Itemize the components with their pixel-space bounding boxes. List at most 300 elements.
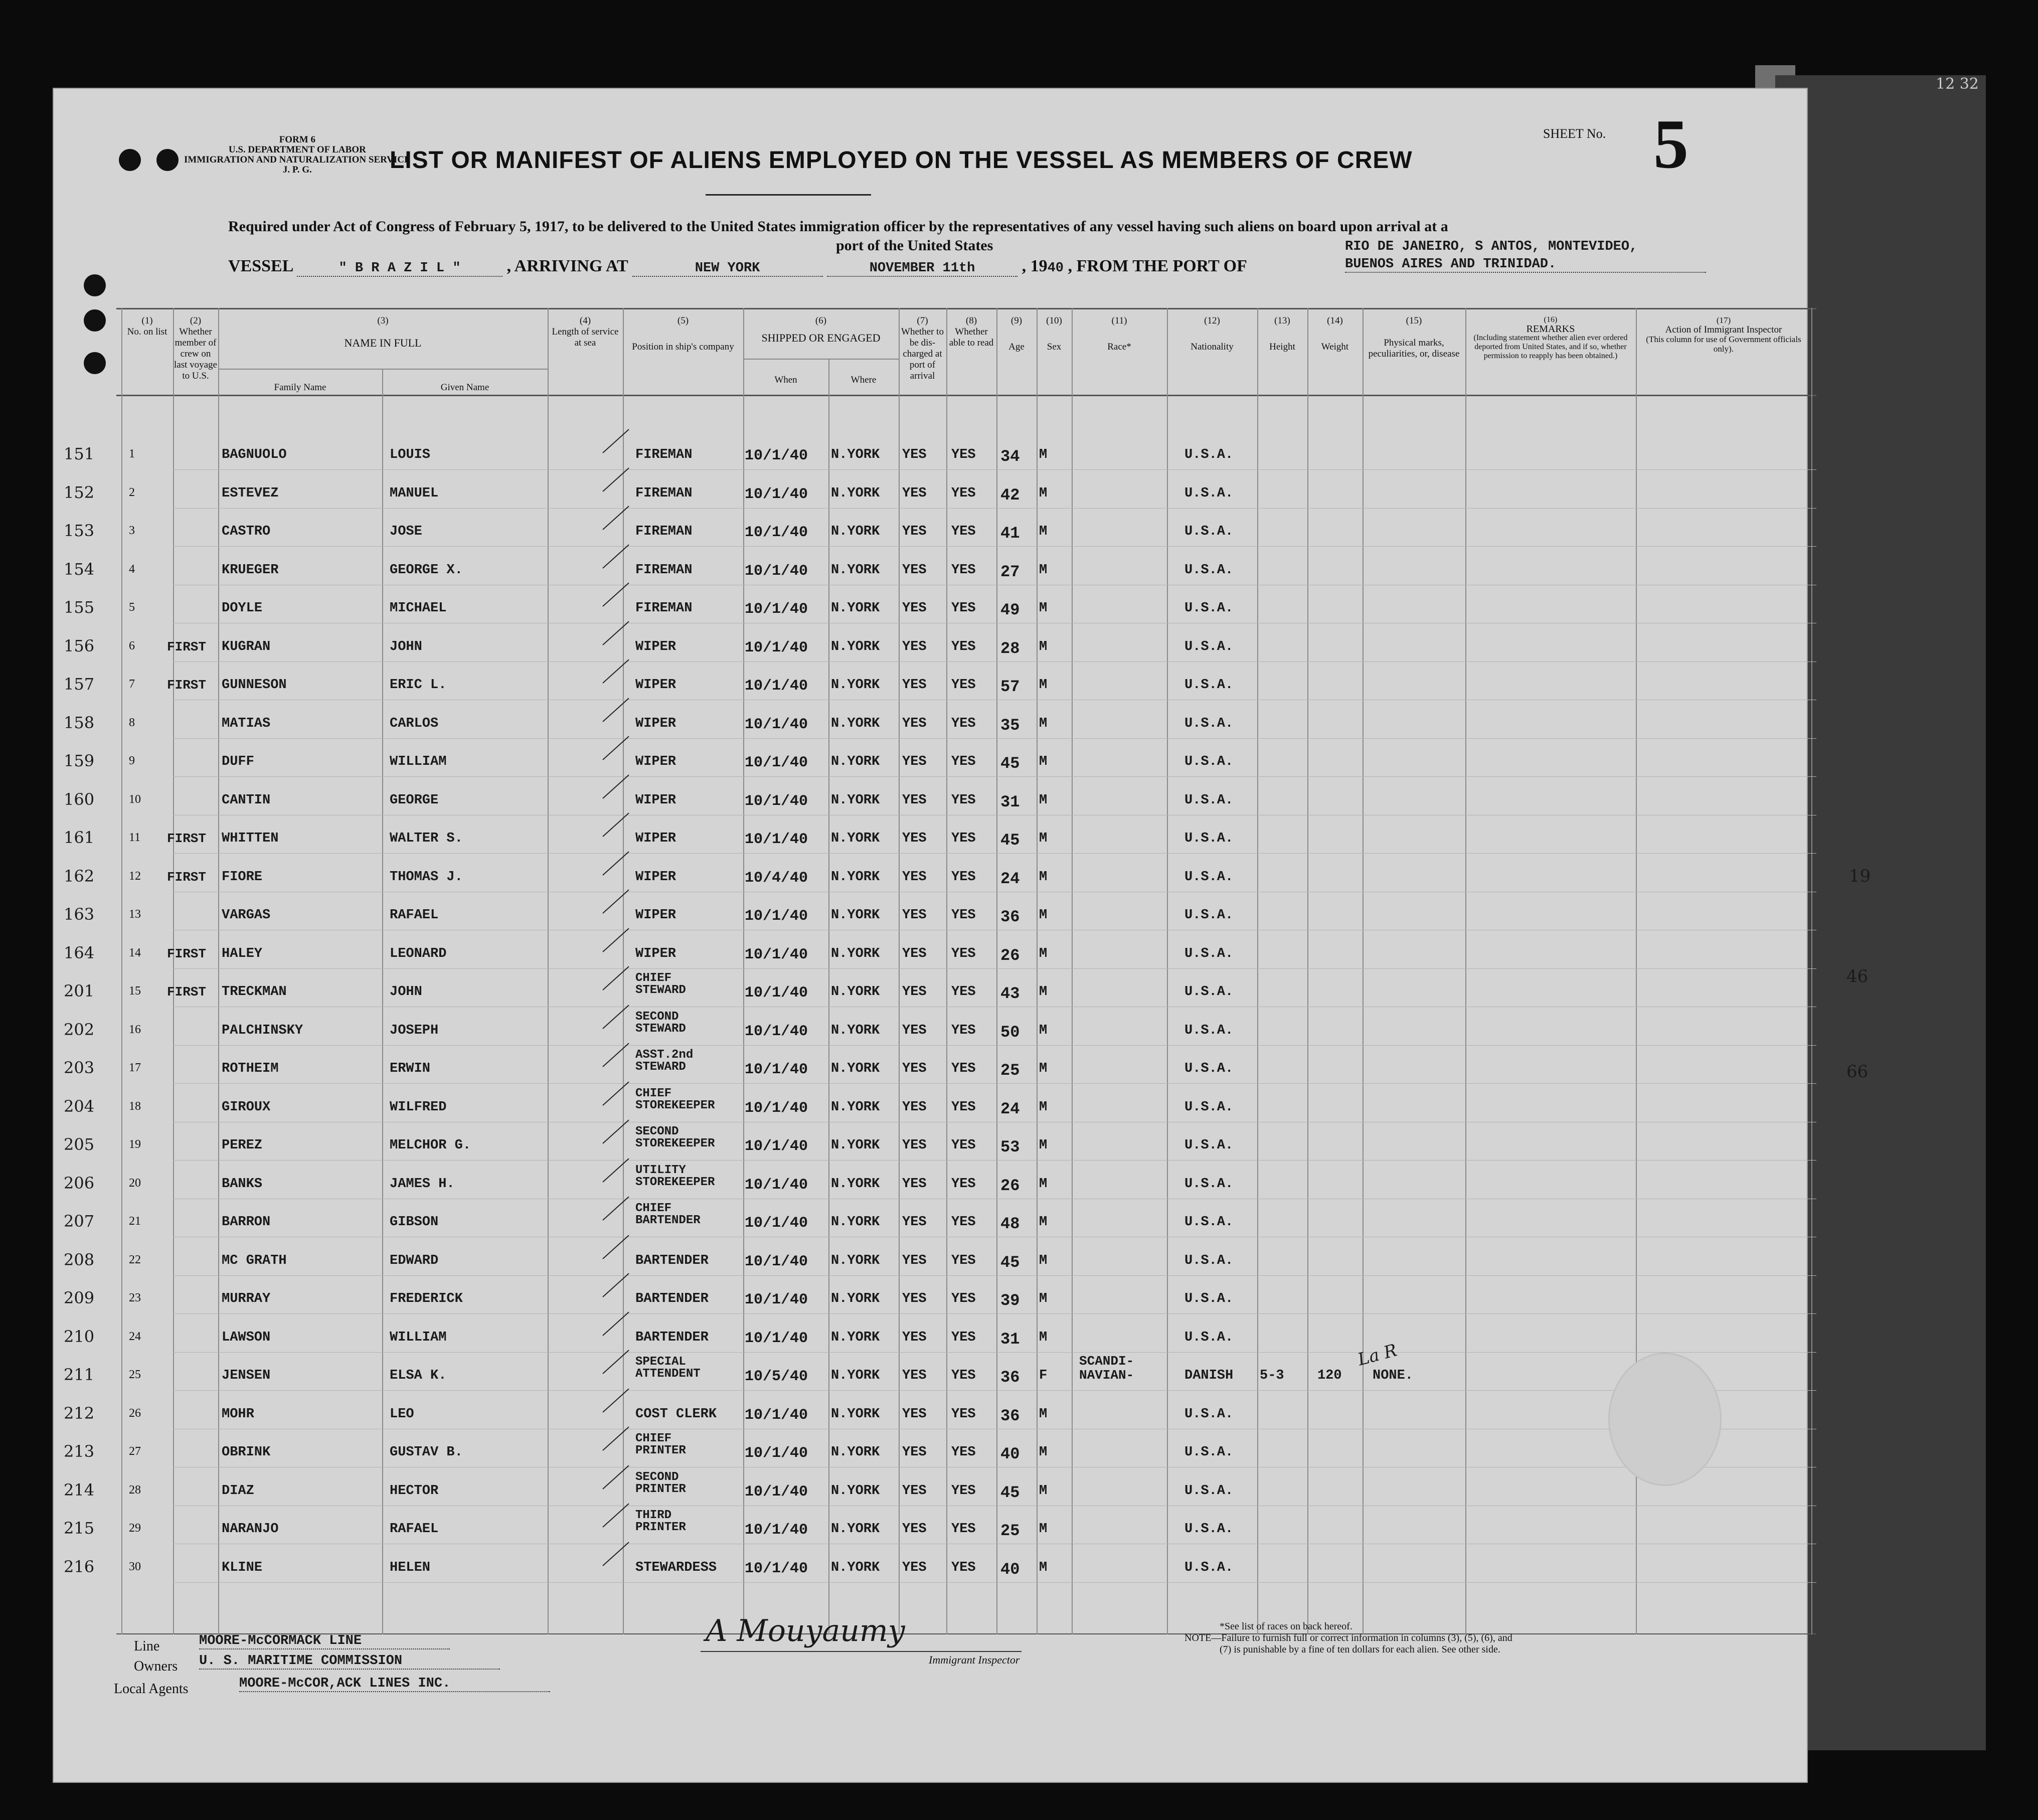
header-col-16: (16) REMARKS (Including statement whether alien ever ordered deported from United States, and if so, whether permission to reapply has been obtained.) [1473, 315, 1628, 360]
cell-where: N.YORK [831, 678, 880, 693]
cell-sex: M [1039, 1023, 1048, 1038]
cell-age: 42 [1000, 485, 1020, 505]
cell-sex: M [1039, 1099, 1048, 1115]
cell-family: GIROUX [222, 1099, 271, 1115]
service-check-mark [602, 1350, 629, 1374]
cell-nat: U.S.A. [1184, 601, 1234, 616]
arrival-date: NOVEMBER 11th [827, 261, 1017, 277]
row-rule [173, 738, 1816, 739]
cell-disch: YES [902, 1522, 927, 1537]
cell-age: 45 [1000, 754, 1020, 773]
from-port-label: , FROM THE PORT OF [1068, 257, 1247, 275]
list-reference-number: 161 [64, 828, 95, 847]
cell-family: OBRINK [222, 1445, 271, 1460]
cell-disch: YES [902, 1215, 927, 1230]
cell-given: JAMES H. [390, 1176, 455, 1192]
header-family-name: Family Name [274, 382, 326, 393]
cell-when: 10/1/40 [745, 601, 808, 618]
cell-position-line-2: STOREKEEPER [635, 1175, 715, 1189]
list-reference-number: 206 [64, 1173, 95, 1193]
cell-age: 31 [1000, 1330, 1020, 1349]
header-col-13: (13) Height [1269, 315, 1295, 352]
races-note: *See list of races on back hereof. [1220, 1621, 1352, 1632]
cell-no: 2 [129, 485, 135, 499]
cell-when: 10/1/40 [745, 716, 808, 733]
cell-when: 10/1/40 [745, 1253, 808, 1270]
service-check-mark [602, 889, 629, 913]
cell-nat: DANISH [1184, 1368, 1234, 1383]
sheet-label: SHEET No. [1543, 126, 1606, 141]
cell-given: LEO [390, 1406, 414, 1422]
service-check-mark [602, 1311, 629, 1336]
row-rule [173, 968, 1816, 969]
cell-last: FIRST [167, 869, 207, 885]
cell-when: 10/1/40 [745, 447, 808, 464]
cell-disch: YES [902, 447, 927, 462]
list-reference-number: 212 [64, 1403, 95, 1423]
cell-no: 5 [129, 601, 135, 614]
cell-where: N.YORK [831, 984, 880, 1000]
cell-position: FIREMAN [635, 485, 693, 501]
cell-disch: YES [902, 1061, 927, 1076]
cell-when: 10/1/40 [745, 1291, 808, 1308]
cell-age: 48 [1000, 1215, 1020, 1233]
header-col-17: (17) Action of Immigrant Inspector (This column for use of Government officials only). [1646, 315, 1801, 354]
cell-age: 36 [1000, 1406, 1020, 1425]
cell-family: DIAZ [222, 1483, 254, 1499]
cell-disch: YES [902, 678, 927, 693]
cell-no: 12 [129, 869, 141, 883]
corner-note: 12 32 [1936, 75, 1979, 93]
cell-sex: M [1039, 1253, 1048, 1268]
header-col-10: (10) Sex [1046, 315, 1062, 352]
cell-where: N.YORK [831, 1406, 880, 1422]
cell-given: ELSA K. [390, 1368, 447, 1383]
cell-family: ESTEVEZ [222, 485, 279, 501]
cell-age: 28 [1000, 639, 1020, 658]
list-reference-number: 163 [64, 905, 95, 924]
service-check-mark [602, 736, 629, 760]
cell-sex: M [1039, 1176, 1048, 1192]
row-rule [173, 776, 1816, 777]
cell-read: YES [951, 1138, 976, 1153]
cell-position: BARTENDER [635, 1291, 709, 1306]
service-check-mark [602, 1119, 629, 1143]
cell-disch: YES [902, 1138, 927, 1153]
header-col-15: (15) Physical marks, peculiarities, or, disease [1368, 315, 1460, 359]
header-col-7: (7) Whether to be dis-charged at port of arrival [901, 315, 944, 381]
cell-disch: YES [902, 639, 927, 654]
cell-disch: YES [902, 601, 927, 616]
cell-read: YES [951, 831, 976, 846]
header-given-name: Given Name [440, 382, 489, 393]
cell-where: N.YORK [831, 1483, 880, 1499]
cell-given: GUSTAV B. [390, 1445, 463, 1460]
header-when: When [774, 375, 797, 385]
cell-no: 28 [129, 1483, 141, 1497]
punch-hole [156, 149, 179, 171]
cell-nat: U.S.A. [1184, 1253, 1234, 1268]
cell-read: YES [951, 754, 976, 769]
cell-when: 10/5/40 [745, 1368, 808, 1385]
row-rule [173, 1045, 1816, 1046]
cell-family: DUFF [222, 754, 254, 769]
cell-where: N.YORK [831, 946, 880, 961]
cell-family: DOYLE [222, 601, 263, 616]
cell-family: BAGNUOLO [222, 447, 287, 462]
cell-age: 43 [1000, 984, 1020, 1003]
cell-family: FIORE [222, 869, 263, 885]
cell-disch: YES [902, 1560, 927, 1575]
service-check-mark [602, 1273, 629, 1297]
cell-no: 21 [129, 1215, 141, 1228]
cell-where: N.YORK [831, 1138, 880, 1153]
service-check-mark [602, 851, 629, 875]
cell-no: 23 [129, 1291, 141, 1304]
cell-position: FIREMAN [635, 447, 693, 462]
cell-position: WIPER [635, 792, 676, 808]
cell-sex: M [1039, 1138, 1048, 1153]
cell-given: GEORGE [390, 792, 439, 808]
year-prefix: , 19 [1022, 257, 1048, 275]
cell-where: N.YORK [831, 1368, 880, 1383]
cell-disch: YES [902, 792, 927, 808]
cell-nat: U.S.A. [1184, 1483, 1234, 1499]
cell-sex: M [1039, 485, 1048, 501]
arriving-label: , ARRIVING AT [506, 257, 628, 275]
cell-read: YES [951, 716, 976, 731]
cell-nat: U.S.A. [1184, 639, 1234, 654]
cell-position: SECOND [635, 1470, 679, 1484]
list-reference-number: 159 [64, 751, 95, 770]
cell-disch: YES [902, 831, 927, 846]
punch-hole [119, 149, 141, 171]
cell-sex: M [1039, 754, 1048, 769]
row-rule [173, 1352, 1816, 1353]
cell-sex: F [1039, 1368, 1048, 1383]
cell-age: 50 [1000, 1023, 1020, 1042]
cell-disch: YES [902, 485, 927, 501]
cell-given: WILFRED [390, 1099, 447, 1115]
cell-read: YES [951, 946, 976, 961]
arrival-port: NEW YORK [632, 261, 823, 277]
cell-position-line-2: ATTENDENT [635, 1367, 701, 1381]
cell-given: WILLIAM [390, 1330, 447, 1345]
cell-sex: M [1039, 831, 1048, 846]
cell-disch: YES [902, 1406, 927, 1422]
cell-given: FREDERICK [390, 1291, 463, 1306]
cell-read: YES [951, 562, 976, 578]
cell-read: YES [951, 678, 976, 693]
service-check-mark [602, 544, 629, 568]
form-header-block [184, 135, 411, 175]
cell-family: LAWSON [222, 1330, 271, 1345]
cell-no: 16 [129, 1023, 141, 1036]
cell-given: HELEN [390, 1560, 431, 1575]
cell-given: HECTOR [390, 1483, 439, 1499]
subtitle-line-2: port of the United States [836, 237, 993, 254]
cell-position: CHIEF [635, 971, 672, 985]
cell-position: STEWARDESS [635, 1560, 717, 1575]
cell-nat: U.S.A. [1184, 754, 1234, 769]
cell-height: 5-3 [1260, 1368, 1284, 1383]
cell-read: YES [951, 792, 976, 808]
cell-where: N.YORK [831, 1215, 880, 1230]
cell-family: VARGAS [222, 908, 271, 923]
service-check-mark [602, 621, 629, 645]
service-check-mark [602, 812, 629, 837]
manifest-page [53, 88, 1871, 1783]
list-reference-number: 214 [64, 1480, 95, 1500]
cell-no: 4 [129, 562, 135, 576]
row-rule [173, 661, 1816, 662]
cell-age: 31 [1000, 792, 1020, 811]
cell-last: FIRST [167, 984, 207, 1000]
cell-read: YES [951, 1560, 976, 1575]
cell-where: N.YORK [831, 1445, 880, 1460]
cell-where: N.YORK [831, 716, 880, 731]
form-code: J. P. G. [282, 164, 312, 175]
cell-nat: U.S.A. [1184, 1138, 1234, 1153]
cell-disch: YES [902, 1023, 927, 1038]
cell-family: BANKS [222, 1176, 263, 1192]
cell-nat: U.S.A. [1184, 524, 1234, 539]
cell-position-line-2: STEWARD [635, 1060, 686, 1074]
cell-given: WALTER S. [390, 831, 463, 846]
cell-position: WIPER [635, 639, 676, 654]
cell-position: CHIEF [635, 1086, 672, 1100]
cell-nat: U.S.A. [1184, 831, 1234, 846]
cell-where: N.YORK [831, 1176, 880, 1192]
cell-when: 10/1/40 [745, 562, 808, 580]
cell-nat: U.S.A. [1184, 1061, 1234, 1076]
cell-no: 15 [129, 984, 141, 998]
cell-position-line-2: STOREKEEPER [635, 1137, 715, 1150]
cell-family: CANTIN [222, 792, 271, 808]
cell-when: 10/1/40 [745, 485, 808, 503]
cell-when: 10/1/40 [745, 639, 808, 656]
cell-age: 26 [1000, 1176, 1020, 1195]
row-rule [173, 1390, 1816, 1391]
cell-disch: YES [902, 984, 927, 1000]
cell-read: YES [951, 1368, 976, 1383]
cell-no: 25 [129, 1368, 141, 1381]
list-reference-number: 202 [64, 1020, 95, 1039]
cell-when: 10/1/40 [745, 946, 808, 963]
side-note: 46 [1846, 966, 1869, 986]
cell-where: N.YORK [831, 831, 880, 846]
cell-no: 20 [129, 1176, 141, 1190]
cell-given: RAFAEL [390, 908, 439, 923]
list-reference-number: 157 [64, 675, 95, 694]
cell-nat: U.S.A. [1184, 1560, 1234, 1575]
footer-line-label: Line [134, 1638, 160, 1654]
cell-disch: YES [902, 1253, 927, 1268]
list-reference-number: 158 [64, 713, 95, 732]
cell-family: MOHR [222, 1406, 254, 1422]
cell-sex: M [1039, 678, 1048, 693]
list-reference-number: 203 [64, 1058, 95, 1077]
cell-position: WIPER [635, 754, 676, 769]
header-col-2: (2) Whether member of crew on last voyage to U.S. [174, 315, 217, 381]
cell-position: CHIEF [635, 1202, 672, 1215]
cell-when: 10/1/40 [745, 754, 808, 771]
row-rule [173, 1275, 1816, 1276]
cell-weight: 120 [1317, 1368, 1342, 1383]
cell-disch: YES [902, 1483, 927, 1499]
cell-where: N.YORK [831, 1291, 880, 1306]
cell-position: ASST.2nd [635, 1048, 694, 1062]
service-check-mark [602, 928, 629, 952]
cell-family: TRECKMAN [222, 984, 287, 1000]
cell-position: COST CLERK [635, 1406, 717, 1422]
service-check-mark [602, 506, 629, 530]
cell-nat: U.S.A. [1184, 869, 1234, 885]
cell-when: 10/1/40 [745, 1445, 808, 1462]
cell-family: KUGRAN [222, 639, 271, 654]
cell-given: MICHAEL [390, 601, 447, 616]
cell-nat: U.S.A. [1184, 1099, 1234, 1115]
footer-owners-label: Owners [134, 1659, 178, 1674]
cell-age: 41 [1000, 524, 1020, 543]
cell-no: 7 [129, 678, 135, 691]
cell-nat: U.S.A. [1184, 1023, 1234, 1038]
cell-given: JOHN [390, 984, 422, 1000]
cell-age: 40 [1000, 1560, 1020, 1579]
cell-given: JOSEPH [390, 1023, 439, 1038]
cell-read: YES [951, 447, 976, 462]
departure-ports-line-1: RIO DE JANEIRO, S ANTOS, MONTEVIDEO, [1345, 239, 1638, 254]
cell-no: 3 [129, 524, 135, 537]
cell-age: 24 [1000, 869, 1020, 888]
cell-read: YES [951, 1253, 976, 1268]
cell-position: SECOND [635, 1010, 679, 1024]
cell-last: FIRST [167, 639, 207, 654]
list-reference-number: 209 [64, 1288, 95, 1307]
cell-disch: YES [902, 1445, 927, 1460]
cell-no: 14 [129, 946, 141, 959]
list-reference-number: 213 [64, 1442, 95, 1461]
cell-position: SECOND [635, 1125, 679, 1138]
list-reference-number: 205 [64, 1135, 95, 1154]
cell-no: 29 [129, 1522, 141, 1535]
row-rule [173, 853, 1816, 854]
header-col-6: (6) SHIPPED OR ENGAGED [761, 315, 881, 344]
cell-position: WIPER [635, 908, 676, 923]
form-number: FORM 6 [279, 134, 315, 145]
cell-given: GIBSON [390, 1215, 439, 1230]
cell-nat: U.S.A. [1184, 946, 1234, 961]
service-check-mark [602, 1388, 629, 1412]
cell-where: N.YORK [831, 601, 880, 616]
cell-position: FIREMAN [635, 562, 693, 578]
cell-age: 49 [1000, 601, 1020, 619]
side-note: 19 [1849, 866, 1871, 886]
cell-disch: YES [902, 1291, 927, 1306]
list-reference-number: 216 [64, 1557, 95, 1576]
penalty-note-1: NOTE—Failure to furnish full or correct information in columns (3), (5), (6), and [1184, 1632, 1512, 1643]
cell-family: PALCHINSKY [222, 1023, 303, 1038]
cell-disch: YES [902, 716, 927, 731]
departure-ports-line-2: BUENOS AIRES AND TRINIDAD. [1345, 257, 1706, 273]
cell-given: WILLIAM [390, 754, 447, 769]
footer-owners-value: U. S. MARITIME COMMISSION [199, 1653, 500, 1670]
cell-family: KLINE [222, 1560, 263, 1575]
cell-sex: M [1039, 908, 1048, 923]
cell-read: YES [951, 1291, 976, 1306]
cell-where: N.YORK [831, 1061, 880, 1076]
cell-sex: M [1039, 524, 1048, 539]
cell-read: YES [951, 908, 976, 923]
cell-where: N.YORK [831, 639, 880, 654]
cell-position: CHIEF [635, 1432, 672, 1445]
cell-sex: M [1039, 792, 1048, 808]
cell-disch: YES [902, 754, 927, 769]
embossed-seal [1608, 1353, 1722, 1486]
cell-position-line-2: STOREKEEPER [635, 1098, 715, 1112]
cell-no: 27 [129, 1445, 141, 1458]
cell-sex: M [1039, 447, 1048, 462]
row-rule [173, 508, 1816, 509]
cell-read: YES [951, 1176, 976, 1192]
header-col-1: (1) No. on list [127, 315, 167, 337]
cell-given: JOSE [390, 524, 422, 539]
cell-sex: M [1039, 639, 1048, 654]
vessel-label: VESSEL [228, 257, 293, 275]
cell-sex: M [1039, 984, 1048, 1000]
cell-age: 45 [1000, 1483, 1020, 1502]
service-check-mark [602, 966, 629, 990]
cell-when: 10/1/40 [745, 1406, 808, 1424]
cell-nat: U.S.A. [1184, 678, 1234, 693]
cell-position-line-2: STEWARD [635, 983, 686, 997]
service-check-mark [602, 467, 629, 491]
cell-no: 18 [129, 1099, 141, 1113]
cell-when: 10/1/40 [745, 1023, 808, 1040]
cell-age: 53 [1000, 1138, 1020, 1156]
cell-race: SCANDI-NAVIAN- [1079, 1354, 1134, 1383]
cell-when: 10/1/40 [745, 1215, 808, 1232]
cell-when: 10/1/40 [745, 1560, 808, 1577]
side-note: 66 [1846, 1062, 1869, 1082]
cell-nat: U.S.A. [1184, 1176, 1234, 1192]
cell-position: WIPER [635, 716, 676, 731]
cell-disch: YES [902, 1330, 927, 1345]
header-col-5: (5) Position in ship's company [632, 315, 734, 352]
cell-disch: YES [902, 1176, 927, 1192]
list-reference-number: 164 [64, 943, 95, 962]
signature-line [701, 1651, 1022, 1652]
cell-family: WHITTEN [222, 831, 279, 846]
cell-last: FIRST [167, 946, 207, 961]
cell-age: 25 [1000, 1061, 1020, 1080]
cell-read: YES [951, 1215, 976, 1230]
cell-no: 1 [129, 447, 135, 460]
cell-where: N.YORK [831, 792, 880, 808]
list-reference-number: 207 [64, 1212, 95, 1231]
title-rule [706, 194, 871, 196]
list-reference-number: 215 [64, 1519, 95, 1538]
cell-given: EDWARD [390, 1253, 439, 1268]
cell-age: 57 [1000, 678, 1020, 696]
service-check-mark [602, 1235, 629, 1259]
cell-when: 10/1/40 [745, 1138, 808, 1155]
cell-where: N.YORK [831, 1560, 880, 1575]
row-rule [173, 1582, 1816, 1583]
cell-family: PEREZ [222, 1138, 263, 1153]
cell-nat: U.S.A. [1184, 485, 1234, 501]
service-check-mark [602, 1426, 629, 1450]
